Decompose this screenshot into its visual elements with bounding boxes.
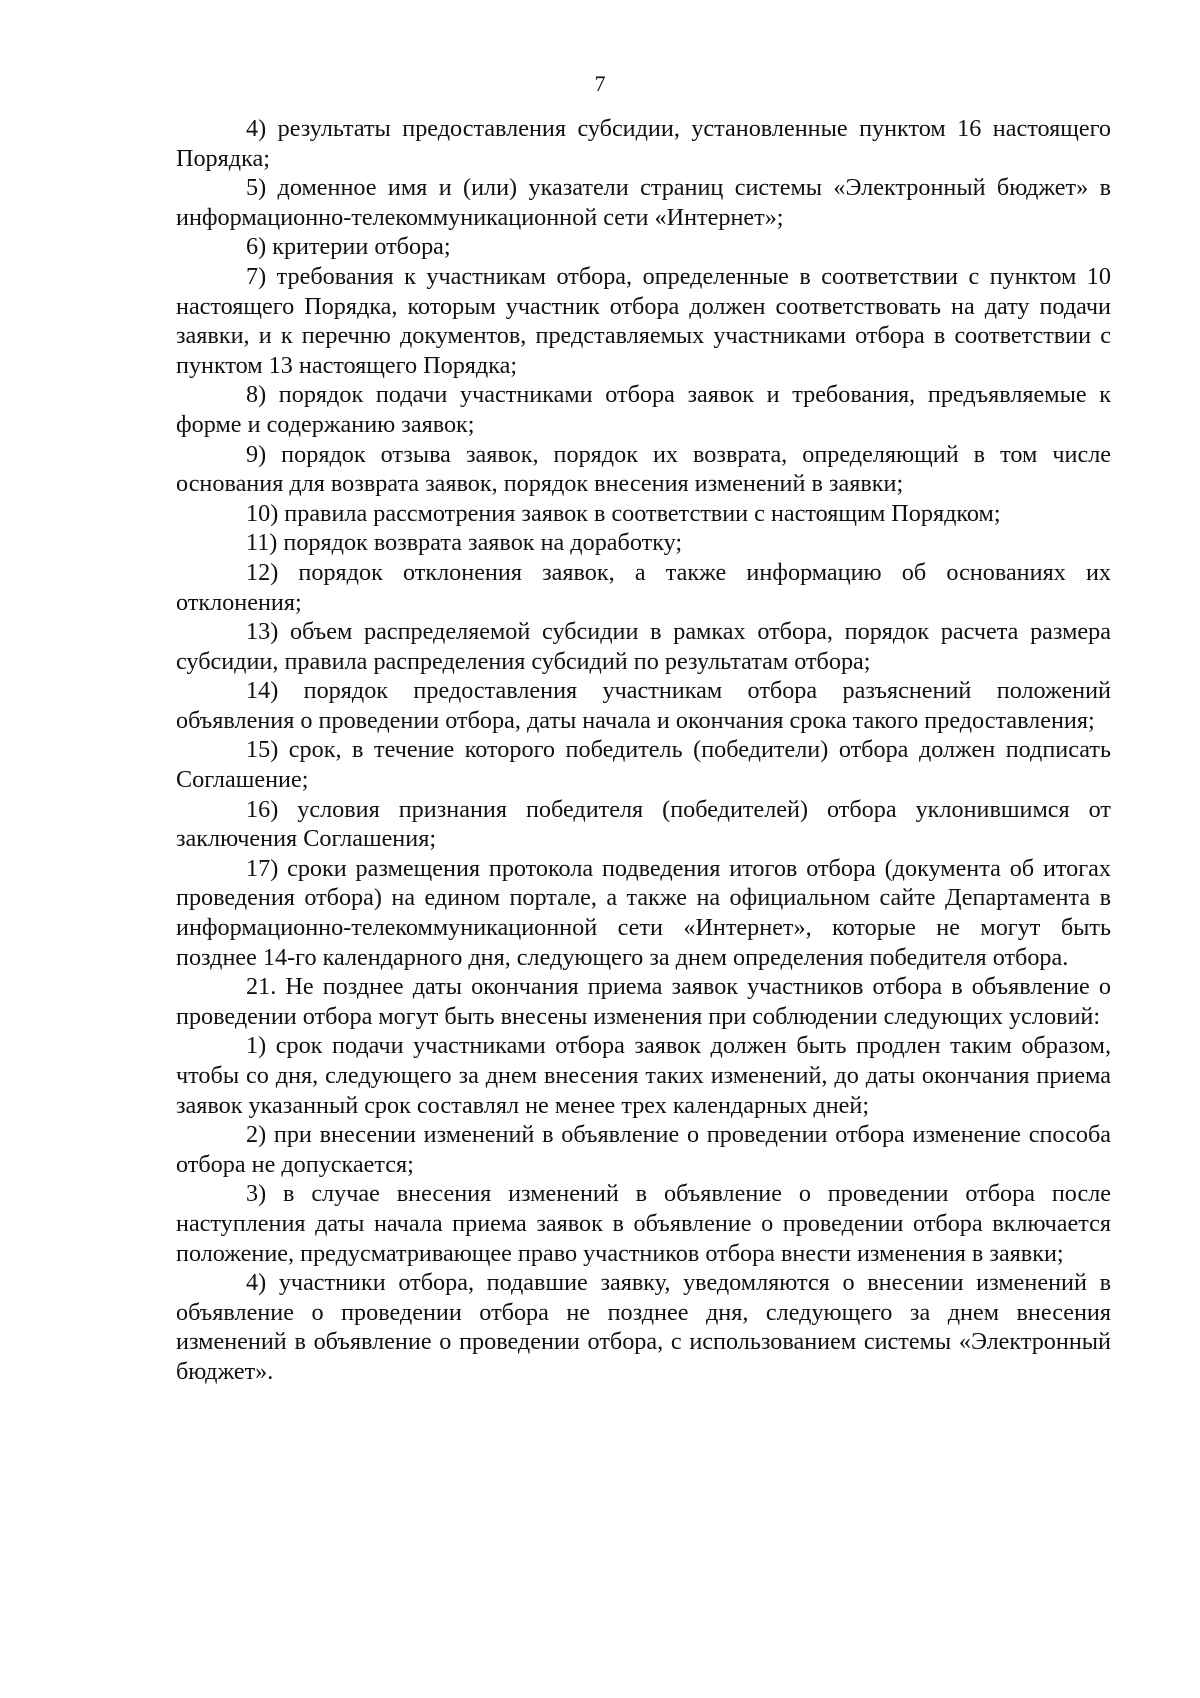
paragraph-condition-1: 1) срок подачи участниками отбора заявок должен быть продлен таким образом, чтобы со дня, следующего за днем внесения таких изменений, до даты окончания приема заявок указанный срок составлял не менее трех календарных дней;: [176, 1032, 1111, 1119]
paragraph-item-13: 13) объем распределяемой субсидии в рамках отбора, порядок расчета размера субсидии, правила распределения субсидий по результатам отбора;: [176, 618, 1111, 675]
paragraph-item-11: 11) порядок возврата заявок на доработку;: [246, 529, 683, 557]
paragraph-item-12: 12) порядок отклонения заявок, а также информацию об основаниях их отклонения;: [176, 558, 1111, 616]
paragraph-item-4: 4) результаты предоставления субсидии, установленные пунктом 16 настоящего Порядка;: [176, 115, 1111, 172]
paragraph-item-16: 16) условия признания победителя (победителей) отбора уклонившимся от заключения Соглашения;: [176, 795, 1111, 853]
paragraph-item-6: 6) критерии отбора;: [246, 233, 451, 261]
paragraph-item-9: 9) порядок отзыва заявок, порядок их возврата, определяющий в том числе основания для возврата заявок, порядок внесения изменений в заявки;: [176, 440, 1111, 498]
paragraph-item-10: 10) правила рассмотрения заявок в соответствии с настоящим Порядком;: [246, 499, 1001, 527]
document-body: [176, 114, 1111, 1387]
paragraph-item-17: 17) сроки размещения протокола подведения итогов отбора (документа об итогах проведения отбора) на едином портале, а также на официальном сайте Департамента в информационно-телекоммуникационной сети «Интернет», которые не могут быть позднее 14-го календарного дня, следующего за днем определения победителя отбора.: [176, 854, 1111, 971]
paragraph-item-5: 5) доменное имя и (или) указатели страниц системы «Электронный бюджет» в информационно-телекоммуникационной сети «Интернет»;: [176, 174, 1111, 231]
paragraph-item-15: 15) срок, в течение которого победитель (победители) отбора должен подписать Соглашение;: [176, 736, 1111, 794]
paragraph-item-8: 8) порядок подачи участниками отбора заявок и требования, предъявляемые к форме и содержанию заявок;: [176, 381, 1111, 438]
paragraph-item-14: 14) порядок предоставления участникам отбора разъяснений положений объявления о проведении отбора, даты начала и окончания срока такого предоставления;: [176, 677, 1111, 734]
paragraph-condition-2: 2) при внесении изменений в объявление о проведении отбора изменение способа отбора не допускается;: [176, 1121, 1111, 1178]
paragraph-condition-4: 4) участники отбора, подавшие заявку, уведомляются о внесении изменений в объявление о проведении отбора не позднее дня, следующего за днем внесения изменений в объявление о проведении отбора, с использованием системы «Электронный бюджет».: [176, 1269, 1111, 1385]
paragraph-condition-3: 3) в случае внесения изменений в объявление о проведении отбора после наступления даты начала приема заявок в объявление о проведении отбора включается положение, предусматривающее право участников отбора внести изменения в заявки;: [176, 1180, 1111, 1267]
paragraph-clause-21: 21. Не позднее даты окончания приема заявок участников отбора в объявление о проведении отбора могут быть внесены изменения при соблюдении следующих условий:: [176, 973, 1111, 1030]
page-number: 7: [594, 71, 606, 96]
paragraph-item-7: 7) требования к участникам отбора, определенные в соответствии с пунктом 10 настоящего Порядка, которым участник отбора должен соответствовать на дату подачи заявки, и к перечню документов, представляемых участниками отбора в соответствии с пунктом 13 настоящего Порядка;: [176, 262, 1111, 379]
